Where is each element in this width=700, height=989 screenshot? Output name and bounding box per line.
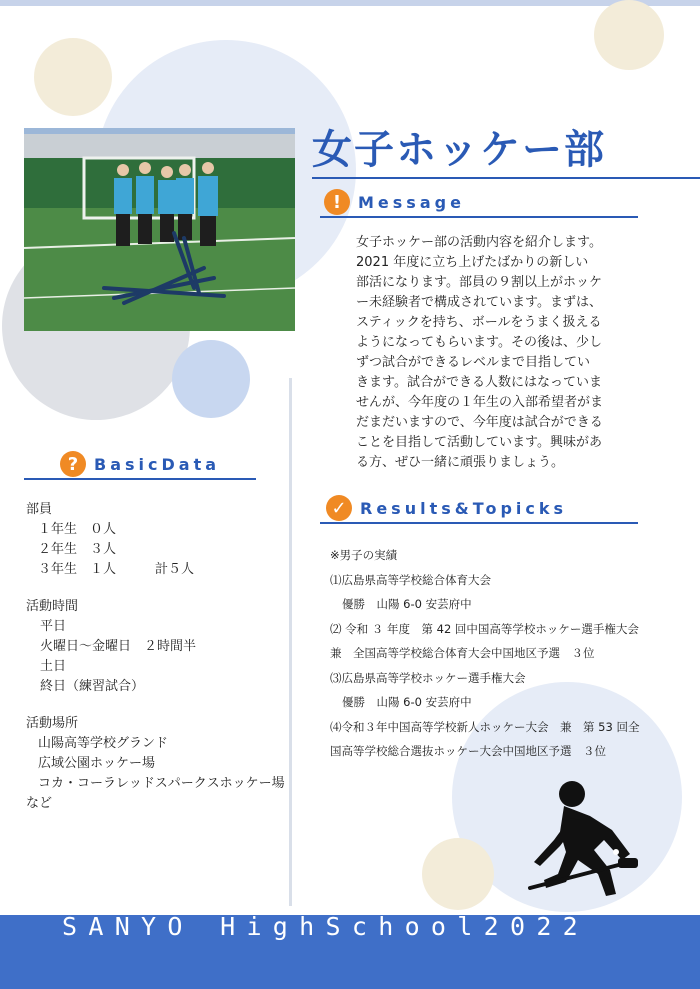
result-line: 兼 全国高等学校総合体育大会中国地区予選 ３位 (330, 646, 595, 660)
result-line: 優勝 山陽 6-0 安芸府中 (342, 597, 472, 611)
time-heading: 活動時間 (26, 599, 79, 614)
hockey-player-icon (520, 770, 660, 910)
page-title: 女子ホッケー部 (312, 127, 606, 173)
results-list (330, 543, 682, 764)
basic-data-underline (24, 478, 256, 480)
time-row: 土日 (40, 659, 67, 674)
message-line: せんが、今年度の１年生の入部希望者がま (356, 395, 604, 410)
members-heading: 部員 (26, 502, 53, 517)
result-line: 優勝 山陽 6-0 安芸府中 (342, 695, 472, 709)
message-line: だまだいますので、今年度は試合ができる (356, 415, 603, 430)
time-row: 火曜日～金曜日 ２時間半 (40, 639, 197, 654)
result-line: ※男子の実績 (330, 548, 398, 562)
place-heading: 活動場所 (26, 716, 79, 731)
time-group (26, 597, 286, 697)
basic-data-label: BasicData (94, 454, 221, 474)
message-line: 女子ホッケー部の活動内容を紹介します。 (356, 235, 602, 250)
top-bar (0, 0, 700, 6)
message-line: ー未経験者で構成されています。まずは、 (356, 295, 602, 310)
message-line: ようになってもらいます。その後は、少し (356, 335, 602, 350)
results-label: Results&Topicks (360, 498, 568, 518)
message-line: きます。試合ができる人数にはなっていま (356, 375, 602, 390)
checkmark-icon: ✓ (326, 495, 352, 521)
message-header (324, 189, 465, 215)
result-line: ⑵ 令和 ３ 年度 第 42 回中国高等学校ホッケー選手権大会 (330, 621, 639, 636)
decor-circle (34, 38, 112, 116)
footer-text: SANYO HighSchool2022 (62, 912, 590, 941)
message-line: る方、ぜひ一緒に頑張りましょう。 (356, 455, 565, 470)
place-tail: など (26, 796, 53, 811)
place-group (26, 714, 286, 814)
team-photo (24, 128, 295, 331)
message-underline (320, 216, 638, 218)
basic-data-header (60, 451, 220, 477)
exclamation-icon: ! (324, 189, 350, 215)
decor-circle (172, 340, 250, 418)
message-line: ずつ試合ができるレベルまで目指してい (356, 355, 591, 370)
title-underline (312, 177, 700, 179)
member-row: １年生 ０人 (38, 522, 117, 537)
result-line: 国高等学校総合選抜ホッケー大会中国地区予選 ３位 (330, 744, 606, 758)
member-row: ２年生 ３人 (38, 542, 117, 557)
message-line: スティックを持ち、ボールをうまく扱える (356, 315, 602, 330)
message-text (356, 233, 608, 473)
member-row: ３年生 １人 計５人 (38, 562, 195, 577)
message-line: 2021 年度に立ち上げたばかりの新しい (356, 255, 589, 270)
message-line: 部活になります。部員の９割以上がホッケ (356, 275, 602, 290)
results-header (326, 495, 567, 521)
time-row: 平日 (40, 619, 67, 634)
result-line: ⑶広島県高等学校ホッケー選手権大会 (330, 670, 526, 685)
place-row: 広域公園ホッケー場 (38, 756, 156, 771)
results-underline (320, 522, 638, 524)
basic-data (26, 500, 286, 831)
place-row: 山陽高等学校グランド (38, 736, 169, 751)
members-group (26, 500, 286, 580)
decor-circle (594, 0, 664, 70)
column-divider (289, 378, 292, 906)
decor-circle (422, 838, 494, 910)
message-label: Message (358, 192, 465, 212)
question-icon: ? (60, 451, 86, 477)
time-row: 終日（練習試合） (40, 679, 145, 694)
place-row: コカ・コーラレッドスパークスホッケー場 (38, 776, 285, 791)
result-line: ⑴広島県高等学校総合体育大会 (330, 572, 491, 587)
message-line: ことを目指して活動しています。興味があ (356, 435, 602, 450)
result-line: ⑷令和３年中国高等学校新人ホッケー大会 兼 第 53 回全 (330, 719, 640, 734)
